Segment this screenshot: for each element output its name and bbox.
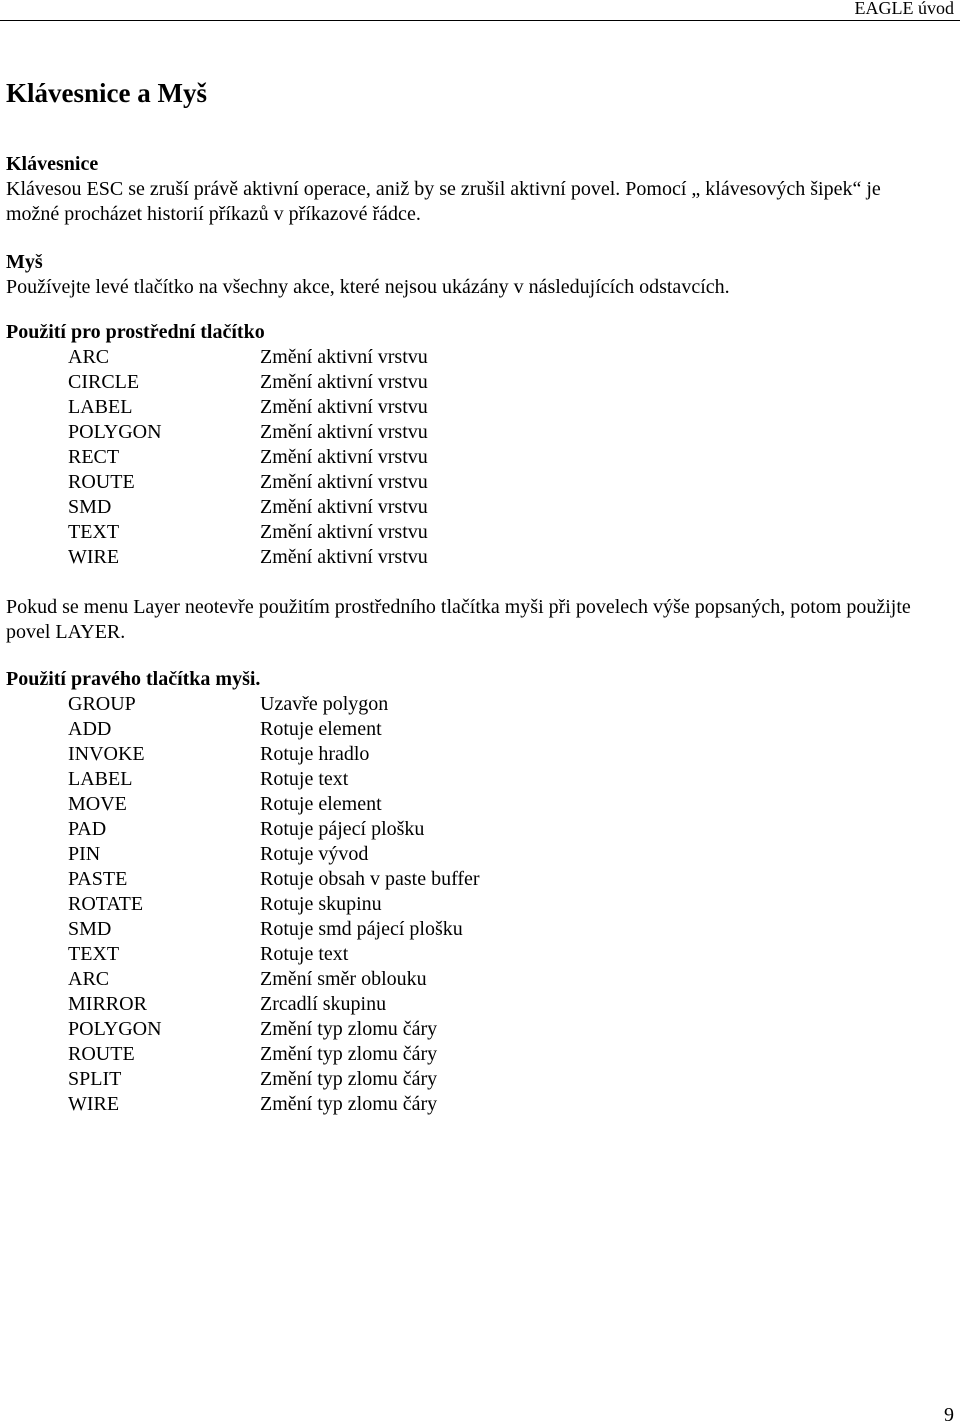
command-action: Změní aktivní vrstvu (260, 471, 428, 493)
command-name: RECT (68, 446, 120, 468)
command-action: Uzavře polygon (260, 693, 389, 715)
command-action: Změní aktivní vrstvu (260, 346, 428, 368)
page-number: 9 (944, 1404, 954, 1426)
command-name: ADD (68, 718, 112, 740)
command-name: ROUTE (68, 1043, 135, 1065)
right-button-heading: Použití pravého tlačítka myši. (6, 668, 261, 690)
command-action: Změní aktivní vrstvu (260, 496, 428, 518)
command-name: WIRE (68, 1093, 120, 1115)
command-action: Změní typ zlomu čáry (260, 1068, 438, 1090)
layer-note-paragraph: Pokud se menu Layer neotevře použitím prostředního tlačítka myši při povelech výše popsaných, potom použijte povel LAYER. (6, 596, 911, 643)
layer-note-block (6, 595, 926, 645)
middle-button-heading-block (6, 320, 265, 345)
keyboard-heading: Klávesnice (6, 153, 99, 175)
mouse-heading: Myš (6, 251, 43, 273)
command-action: Změní typ zlomu čáry (260, 1093, 438, 1115)
command-name: POLYGON (68, 421, 162, 443)
command-name: ROTATE (68, 893, 144, 915)
command-name: MIRROR (68, 993, 147, 1015)
command-action: Změní typ zlomu čáry (260, 1043, 438, 1065)
command-action: Změní směr oblouku (260, 968, 427, 990)
command-name: INVOKE (68, 743, 145, 765)
keyboard-section (6, 152, 926, 227)
command-action: Změní aktivní vrstvu (260, 546, 428, 568)
command-name: PIN (68, 843, 101, 865)
command-action: Rotuje obsah v paste buffer (260, 868, 480, 890)
command-name: WIRE (68, 546, 120, 568)
page-title: Klávesnice a Myš (6, 78, 207, 108)
command-name: ROUTE (68, 471, 135, 493)
command-action: Rotuje hradlo (260, 743, 370, 765)
command-name: TEXT (68, 943, 120, 965)
command-name: POLYGON (68, 1018, 162, 1040)
command-name: ARC (68, 968, 110, 990)
command-action: Změní aktivní vrstvu (260, 446, 428, 468)
right-button-heading-block (6, 667, 260, 692)
command-name: LABEL (68, 396, 133, 418)
command-action: Rotuje pájecí plošku (260, 818, 425, 840)
command-name: MOVE (68, 793, 127, 815)
command-name: SMD (68, 496, 112, 518)
middle-button-heading: Použití pro prostřední tlačítko (6, 321, 265, 343)
command-action: Změní typ zlomu čáry (260, 1018, 438, 1040)
header-divider (0, 20, 960, 21)
command-name: PASTE (68, 868, 128, 890)
mouse-section (6, 250, 926, 300)
command-name: GROUP (68, 693, 136, 715)
command-action: Rotuje skupinu (260, 893, 382, 915)
command-action: Rotuje element (260, 718, 382, 740)
command-action: Změní aktivní vrstvu (260, 396, 428, 418)
mouse-paragraph: Používejte levé tlačítko na všechny akce, které nejsou ukázány v následujících odstavcích. (6, 276, 730, 298)
page-header (0, 0, 960, 22)
command-action: Rotuje text (260, 768, 349, 790)
command-action: Změní aktivní vrstvu (260, 371, 428, 393)
command-name: SPLIT (68, 1068, 122, 1090)
command-name: PAD (68, 818, 107, 840)
command-name: LABEL (68, 768, 133, 790)
running-header-title: EAGLE úvod (854, 0, 954, 18)
command-action: Rotuje smd pájecí plošku (260, 918, 463, 940)
command-action: Rotuje vývod (260, 843, 369, 865)
command-name: ARC (68, 346, 110, 368)
command-action: Rotuje text (260, 943, 349, 965)
command-action: Změní aktivní vrstvu (260, 421, 428, 443)
command-action: Rotuje element (260, 793, 382, 815)
keyboard-paragraph: Klávesou ESC se zruší právě aktivní operace, aniž by se zrušil aktivní povel. Pomocí „ klávesových šipek“ je možné procházet historií příkazů v příkazové řádce. (6, 178, 881, 225)
command-name: CIRCLE (68, 371, 140, 393)
command-action: Změní aktivní vrstvu (260, 521, 428, 543)
command-name: TEXT (68, 521, 120, 543)
command-name: SMD (68, 918, 112, 940)
command-action: Zrcadlí skupinu (260, 993, 387, 1015)
